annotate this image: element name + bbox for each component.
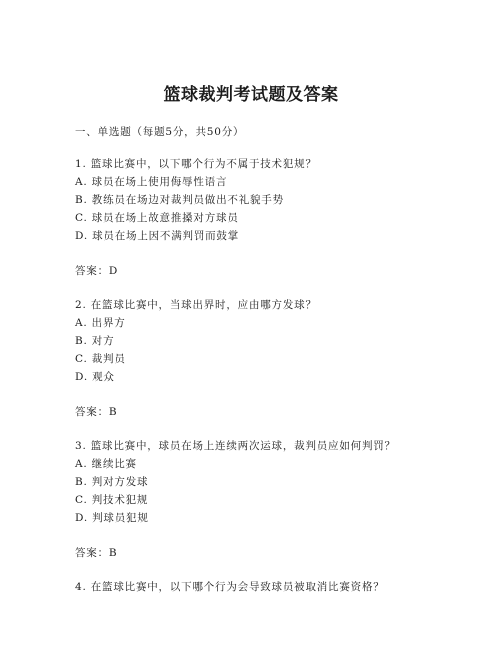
question-1-option-c: C. 球员在场上故意推搡对方球员 [75,212,239,224]
question-1-answer: 答案：D [75,265,119,277]
question-2-option-a: A. 出界方 [75,317,126,329]
question-2-option-d: D. 观众 [75,371,115,383]
question-3-option-b: B. 判对方发球 [75,476,149,488]
question-4-stem: 4. 在篮球比赛中，以下哪个行为会导致球员被取消比赛资格？ [75,581,385,593]
question-1-option-a: A. 球员在场上使用侮辱性语言 [75,176,228,188]
question-3-stem: 3. 篮球比赛中，球员在场上连续两次运球，裁判员应如何判罚？ [75,440,396,452]
question-3-option-a: A. 继续比赛 [75,458,137,470]
section-heading: 一、单选题（每题5分，共50分） [75,126,245,138]
document-title: 篮球裁判考试题及答案 [163,85,339,105]
question-2-option-c: C. 裁判员 [75,353,126,365]
question-2-stem: 2. 在篮球比赛中，当球出界时，应由哪方发球？ [75,299,317,311]
question-3-answer: 答案：B [75,547,118,559]
question-3-option-d: D. 判球员犯规 [75,512,149,524]
question-1-option-b: B. 教练员在场边对裁判员做出不礼貌手势 [75,194,284,206]
question-2-option-b: B. 对方 [75,335,115,347]
question-1-option-d: D. 球员在场上因不满判罚而鼓掌 [75,230,240,242]
question-2-answer: 答案：B [75,406,118,418]
question-3-option-c: C. 判技术犯规 [75,494,149,506]
question-1-stem: 1. 篮球比赛中，以下哪个行为不属于技术犯规？ [75,158,317,170]
